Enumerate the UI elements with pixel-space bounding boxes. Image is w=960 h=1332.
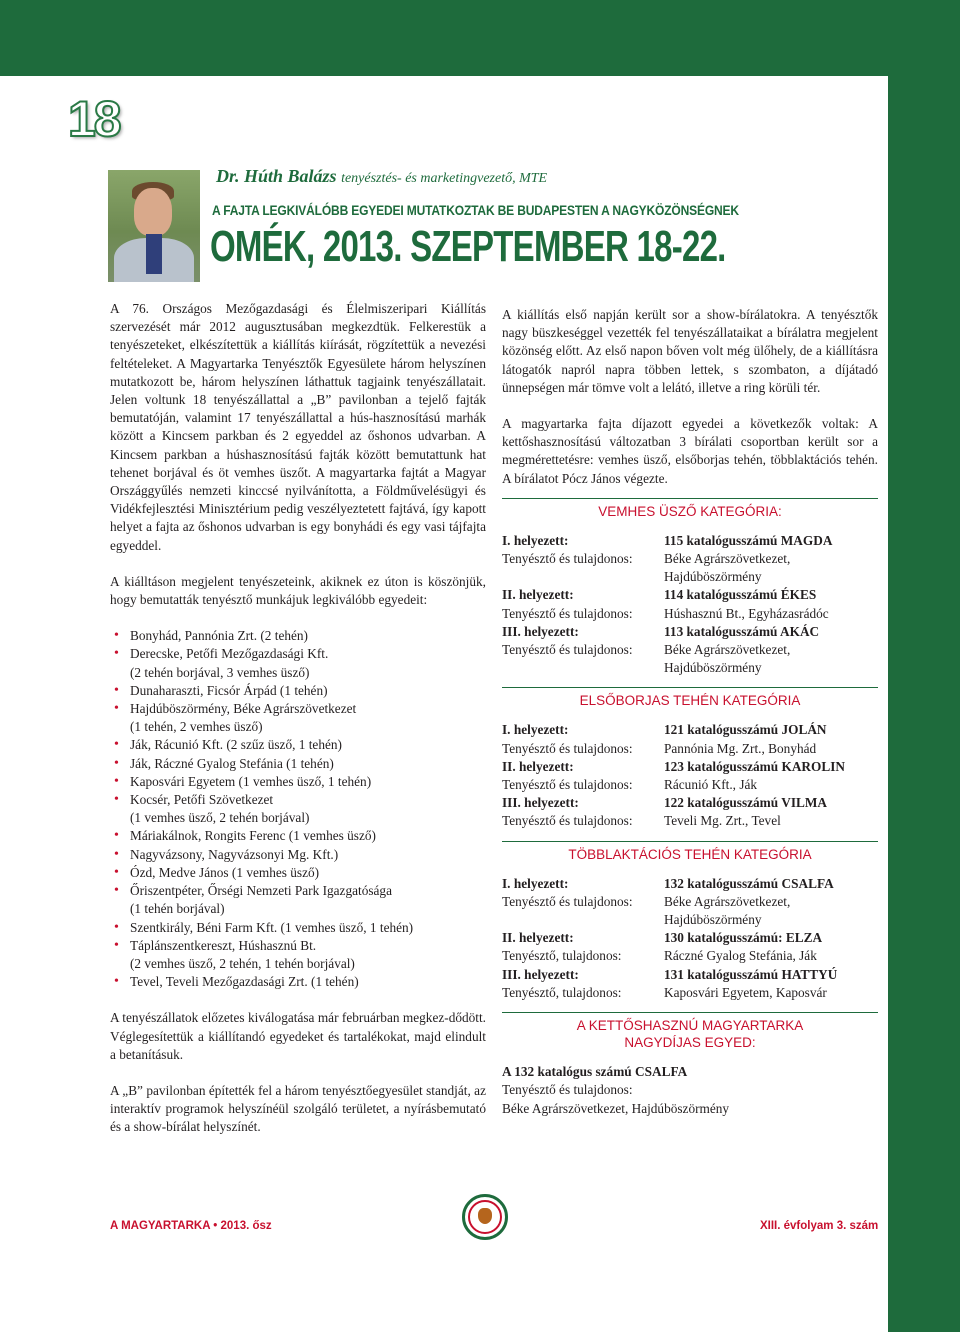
article-kicker: A FAJTA LEGKIVÁLÓBB EGYEDEI MUTATKOZTAK BE BUDAPESTEN A NAGYKÖZÖNSÉGNEK [212, 202, 739, 218]
list-item: • Szentkirály, Béni Farm Kft. (1 vemhes üsző, 1 tehén) [114, 919, 414, 935]
table-row: Hajdúböszörmény [664, 660, 762, 676]
list-item: • Táplánszentkereszt, Húshasznú Bt. (2 vemhes üsző, 2 tehén, 1 tehén borjával) [114, 937, 355, 971]
table-row: Tenyésztő és tulajdonos: Béke Agrárszövetkezet, [502, 642, 791, 658]
list-item: • Bonyhád, Pannónia Zrt. (2 tehén) [114, 628, 308, 644]
table-row: Tenyésztő és tulajdonos: Teveli Mg. Zrt., Tevel [502, 813, 781, 829]
category-first-calf [502, 687, 878, 830]
page-number: 18 [68, 91, 120, 147]
table-row: III. helyezett: 131 katalógusszámú HATTYÚ [502, 966, 838, 982]
article-headline: OMÉK, 2013. SZEPTEMBER 18-22. [210, 222, 726, 271]
list-item: • Ják, Ráczné Gyalog Stefánia (1 tehén) [114, 755, 334, 771]
list-item: • Derecske, Petőfi Mezőgazdasági Kft. (2 tehén borjával, 3 vemhes üsző) [114, 646, 329, 680]
table-row: III. helyezett: 122 katalógusszámú VILMA [502, 795, 828, 811]
grand-prize [502, 1063, 878, 1118]
list-item: • Hajdúböszörmény, Béke Agrárszövetkezet (1 tehén, 2 vemhes üsző) [114, 701, 357, 735]
list-item: • Tevel, Teveli Mezőgazdasági Zrt. (1 tehén) [114, 974, 359, 990]
selection-paragraph: A tenyészállatok előzetes kiválogatása már februárban megkez-dődött. Véglegesítettük a kiállítandó egyedeket és tartalékokat, majd elindult a betanításuk. [110, 1010, 486, 1062]
grand-prize-owner-label: Tenyésztő és tulajdonos: [502, 1082, 633, 1098]
table-row: III. helyezett: 113 katalógusszámú AKÁC [502, 623, 820, 639]
list-item: • Ják, Rácunió Kft. (2 szűz üsző, 1 tehén) [114, 737, 342, 753]
table-row: Tenyésztő és tulajdonos: Húshasznú Bt., Egyházasrádóc [502, 605, 829, 621]
award-table [502, 875, 878, 1002]
author-name: Dr. Húth Balázs [216, 166, 337, 186]
table-row: Tenyésztő és tulajdonos: Béke Agrárszövetkezet, [502, 893, 791, 909]
list-item: • Őriszentpéter, Őrségi Nemzeti Park Igazgatósága (1 tehén borjával) [114, 883, 392, 917]
table-row: Tenyésztő és tulajdonos: Pannónia Mg. Zrt., Bonyhád [502, 740, 817, 756]
category-multi-lactation [502, 841, 878, 1002]
table-row: Tenyésztő és tulajdonos: Béke Agrárszövetkezet, [502, 551, 791, 567]
award-table [502, 721, 878, 830]
right-green-band [888, 0, 960, 1332]
table-row: II. helyezett: 123 katalógusszámú KAROLIN [502, 758, 846, 774]
table-row: I. helyezett: 121 katalógusszámú JOLÁN [502, 722, 827, 738]
table-row: II. helyezett: 114 katalógusszámú ÉKES [502, 587, 817, 603]
thanks-paragraph: A kiálltáson megjelent tenyészeteink, akiknek ez úton is köszönjük, hogy bemutatták tenyésztő munkájuk legkiválóbb egyedeit: [110, 573, 486, 608]
table-row: Tenyésztő, tulajdonos: Kaposvári Egyetem, Kaposvár [502, 984, 827, 1000]
table-row: Hajdúböszörmény [664, 569, 762, 585]
award-table [502, 532, 878, 678]
grand-prize-animal: A 132 katalógus számú CSALFA [502, 1064, 688, 1080]
list-item: • Ózd, Medve János (1 vemhes üsző) [114, 864, 320, 880]
list-item: • Dunaharaszti, Ficsór Árpád (1 tehén) [114, 682, 328, 698]
left-column [110, 300, 486, 1155]
list-item: • Máriakálnok, Rongits Ferenc (1 vemhes üsző) [114, 828, 376, 844]
table-row: Hajdúböszörmény [664, 912, 762, 928]
list-item: • Nagyvázsony, Nagyvázsonyi Mg. Kft.) [114, 846, 339, 862]
intro-paragraph: A 76. Országos Mezőgazdasági és Élelmiszeripari Kiállítás szervezését már 2012 augusztusában megkezdtük. Felkerestük a tenyészeteket, elkészítettük a kiállítás kiírását, rögzítettük a nevezési feltételeket. A Magyartarka Tenyésztők Egyesülete három helyszínen mutatkozott be, három helyszínen láthattuk tagjaink tenyészállatait. Jelen voltunk 18 tenyészállattal a „B” pavilonban a tejelő fajták bemutatóján, valamint 17 tenyészállattal a hús-hasznosítású marhák között a Kincsem parkban és 2 egyeddel az őshonos udvarban. A Kincsem parkban a húshasznosítású fajták között bemutattunk hat tehenet borjával és öt vemhes üszőt. A magyartarka fajtát a Magyar Országgyűlés nemzeti kinccsé nyilvánította, a Földművelésügyi és Vidékfejlesztési Minisztérium pedig veszélyeztetett fajtává, így kapott helyet a fajta az őshonos udvarban is egy bonyhádi és egy vasi tájfajta egyeddel. [110, 301, 486, 553]
awards-intro-paragraph: A magyartarka fajta díjazott egyedei a következők voltak: A kettőshasznosítású változatban 3 bírálati csoportban került sor a megmérettetésre: vemhes üsző, elsőborjas tehén, többlaktációs tehén. A bírálatot Pócz János végezte. [502, 416, 878, 486]
author-role: tenyésztés- és marketingvezető, MTE [341, 171, 548, 186]
list-item: • Kaposvári Egyetem (1 vemhes üsző, 1 tehén) [114, 773, 372, 789]
table-row: I. helyezett: 115 katalógusszámú MAGDA [502, 532, 833, 548]
footer-publication: A MAGYARTARKA • 2013. ősz [110, 1220, 272, 1232]
table-row: II. helyezett: 130 katalógusszámú: ELZA [502, 930, 823, 946]
list-item: • Kocsér, Petőfi Szövetkezet (1 vemhes üsző, 2 tehén borjával) [114, 792, 310, 826]
table-row: Tenyésztő és tulajdonos: Rácunió Kft., Ják [502, 777, 758, 793]
footer-issue: XIII. évfolyam 3. szám [760, 1220, 879, 1232]
top-green-band [0, 0, 960, 76]
pavilion-paragraph: A „B” pavilonban építették fel a három tenyésztőegyesület standját, az interaktív programok helyszínéül szolgáló területet, a nyírásbemutató és a show-bírálat helyszínét. [110, 1082, 486, 1135]
category-title: ELSŐBORJAS TEHÉN KATEGÓRIA [502, 687, 878, 709]
show-paragraph: A kiállítás első napján került sor a show-bírálatokra. A tenyésztők nagy büszkeséggel vezették fel tenyészállataikat a bírálatra megjelent közönség előtt. Az első napon bőven volt még ülőhely, de a kiállításra látogatók napról napra többen lettek, s szombaton, a díjátadó ünnepségen már tömve volt a lelátó, illetve a ring körüli tér. [502, 307, 878, 395]
exhibitor-list [110, 627, 486, 991]
magyartarka-logo [462, 1194, 508, 1240]
cow-icon [478, 1208, 492, 1224]
table-row: Tenyésztő, tulajdonos: Ráczné Gyalog Stefánia, Ják [502, 948, 817, 964]
right-column [502, 306, 878, 1118]
category-heifer [502, 498, 878, 678]
author-byline [216, 166, 547, 187]
grand-prize-owner: Béke Agrárszövetkezet, Hajdúböszörmény [502, 1100, 730, 1116]
table-row: I. helyezett: 132 katalógusszámú CSALFA [502, 875, 834, 891]
category-title: TÖBBLAKTÁCIÓS TEHÉN KATEGÓRIA [502, 841, 878, 863]
grand-prize-title: A KETTŐSHASZNÚ MAGYARTARKA NAGYDÍJAS EGYED: [502, 1012, 878, 1051]
author-photo [108, 170, 200, 282]
category-title: VEMHES ÜSZŐ KATEGÓRIA: [502, 498, 878, 520]
